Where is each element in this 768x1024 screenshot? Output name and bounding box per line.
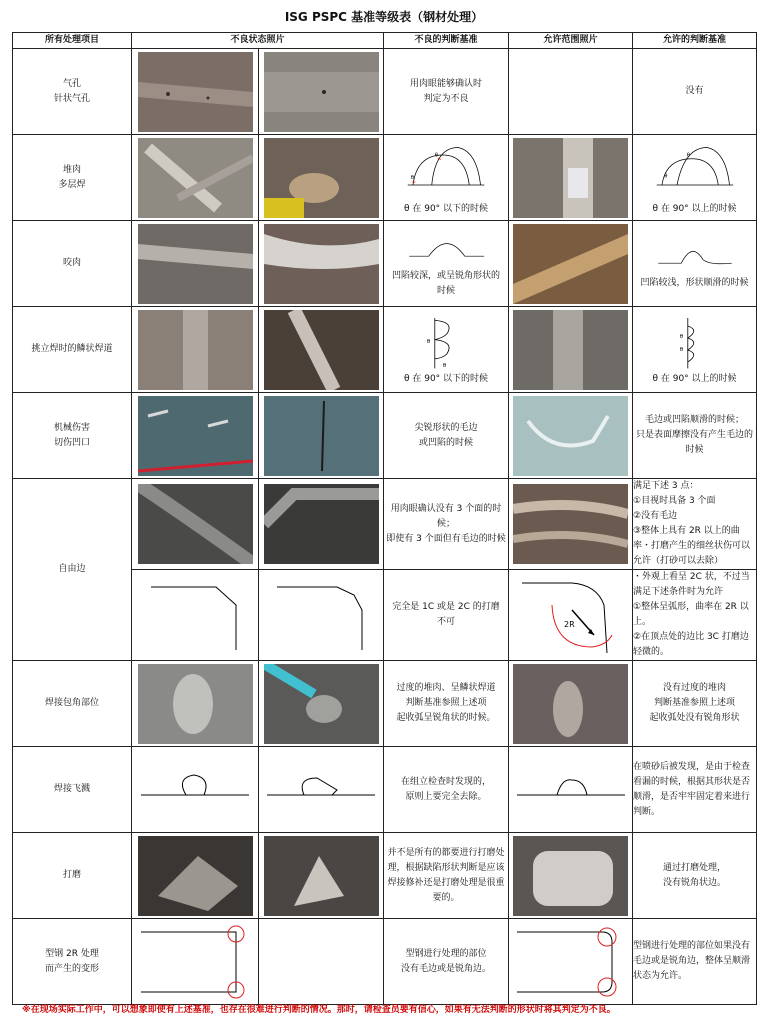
photo-undercut-2 (264, 224, 379, 304)
footer-note: ※在现场实际工作中，可以想象即使有上述基准，也存在很难进行判断的情况。那时，请检查员要有信心，如果有无法判断的形状时将其判定为不良。 (22, 1005, 616, 1015)
bad-photo (132, 393, 259, 479)
photo-damage-2 (264, 396, 379, 476)
table-row (13, 135, 757, 221)
item-cell: 打磨 (13, 833, 132, 919)
bad-criteria: 凹陷较深，或呈锐角形状的时候 (392, 270, 501, 296)
photo-buildup-1 (138, 138, 253, 218)
photo-damage-ok (513, 396, 628, 476)
ok-photo (509, 393, 633, 479)
photo-grind-1 (138, 836, 253, 916)
bad-photo (259, 307, 384, 393)
photo-pores-2 (264, 52, 379, 132)
ok-diagram (633, 221, 757, 307)
bad-criteria: 用肉眼确认没有 3 个面的时候； 即使有 3 个面但有毛边的时候 (384, 479, 509, 570)
ok-criteria: 通过打磨处理， 没有锐角状边。 (633, 833, 757, 919)
item-cell: 堆肉 多层焊 (13, 135, 132, 221)
bad-photo (132, 661, 259, 747)
theta-label: θ (679, 346, 683, 353)
item-cell: 自由边 (13, 479, 132, 661)
bad-criteria: 用肉眼能够确认时 判定为不良 (384, 49, 509, 135)
item-cell: 挑立焊时的鳞状焊道 (13, 307, 132, 393)
bad-criteria: 型钢进行处理的部位 没有毛边或是锐角边。 (384, 919, 509, 1005)
table-row (13, 661, 757, 747)
item-cell: 机械伤害 切伤凹口 (13, 393, 132, 479)
table-row (13, 919, 757, 1005)
bad-diagram (259, 570, 384, 661)
bad-photo (132, 833, 259, 919)
ok-criteria: θ 在 90° 以上的时候 (652, 374, 737, 384)
bad-criteria: θ 在 90° 以下的时候 (403, 204, 489, 214)
bad-diagram (384, 135, 509, 221)
bad-photo (259, 221, 384, 307)
criteria-table (12, 32, 757, 1005)
bad-photo (259, 479, 384, 570)
item-cell: 咬肉 (13, 221, 132, 307)
photo-scaly-2 (264, 310, 379, 390)
ok-photo (509, 221, 633, 307)
photo-damage-1 (138, 396, 253, 476)
bad-criteria: 并不是所有的都要进行打磨处理，根据缺陷形状判断是应该焊接修补还是打磨处理是很重要的。 (384, 833, 509, 919)
bad-photo (259, 833, 384, 919)
photo-buildup-2 (264, 138, 379, 218)
photo-pores-1 (138, 52, 253, 132)
diagram-freeedge-1c (136, 575, 254, 655)
theta-label: θ (426, 338, 431, 345)
bad-diagram (384, 221, 509, 307)
diagram-spatter-ok (512, 750, 630, 830)
ok-criteria: 型钢进行处理的部位如果没有毛边或是锐角边，整体呈顺滑状态为允许。 (633, 919, 757, 1005)
bad-criteria: θ 在 90° 以下的时候 (403, 374, 489, 384)
bad-diagram (132, 919, 259, 1005)
header-bad-criteria: 不良的判断基准 (384, 33, 509, 49)
item-cell: 焊接包角部位 (13, 661, 132, 747)
table-row (13, 221, 757, 307)
item-cell: 型钢 2R 处理 而产生的变形 (13, 919, 132, 1005)
table-row (13, 479, 757, 570)
ok-diagram (633, 307, 757, 393)
ok-photo (509, 135, 633, 221)
bad-photo (132, 135, 259, 221)
table-row (13, 307, 757, 393)
ok-photo (509, 479, 633, 570)
header-ok-criteria: 允许的判断基准 (633, 33, 757, 49)
photo-buildup-ok (513, 138, 628, 218)
ok-diagram (509, 570, 633, 661)
ok-criteria: 在喷砂后被发现，是由于检查看漏的时候，根据其形状是否顺滑，是否牢牢固定着来进行判断。 (633, 747, 757, 833)
bad-photo (132, 307, 259, 393)
header-ok-photo: 允许范围照片 (509, 33, 633, 49)
item-cell: 气孔 针状气孔 (13, 49, 132, 135)
ok-diagram (509, 919, 633, 1005)
ok-criteria: 没有过度的堆肉 判断基准参照上述项 起收弧处没有锐角形状 (633, 661, 757, 747)
photo-wrap-1 (138, 664, 253, 744)
bad-photo (259, 661, 384, 747)
photo-grind-ok (513, 836, 628, 916)
bad-criteria: 尖锐形状的毛边 或凹陷的时候 (384, 393, 509, 479)
ok-criteria: 凹陷较浅，形状顺滑的时候 (640, 278, 749, 288)
photo-undercut-1 (138, 224, 253, 304)
photo-wrap-ok (513, 664, 628, 744)
ok-photo (509, 833, 633, 919)
ok-criteria: 满足下述 3 点： ①目视时具备 3 个面 ②没有毛边 ③整体上具有 2R 以上的曲率・打磨产生的细丝状伤可以允许（打砂可以去除） (633, 479, 757, 570)
table-row (13, 833, 757, 919)
theta-label: θ (663, 173, 667, 180)
ok-photo (509, 307, 633, 393)
bad-photo (259, 393, 384, 479)
diagram-scaly-ok (636, 314, 754, 370)
diagram-steel-ok (512, 922, 630, 1002)
bad-photo (132, 221, 259, 307)
theta-label: θ (679, 334, 683, 340)
diagram-steel-bad (136, 922, 254, 1002)
photo-scaly-1 (138, 310, 253, 390)
radius-label: 2R (563, 620, 575, 629)
ok-criteria: θ 在 90° 以上的时候 (652, 204, 737, 214)
diagram-freeedge-2c (262, 575, 380, 655)
ok-photo (509, 661, 633, 747)
page-title: ISG PSPC 基准等级表（钢材处理） (284, 10, 484, 24)
bad-diagram (384, 307, 509, 393)
bad-criteria: 在组立检查时发现的， 原则上要完全去除。 (384, 747, 509, 833)
theta-label: θ (434, 152, 438, 159)
table-row (13, 393, 757, 479)
table-row (13, 747, 757, 833)
ok-diagram (509, 747, 633, 833)
bad-diagram (132, 570, 259, 661)
empty-cell (259, 919, 384, 1005)
bad-photo (259, 135, 384, 221)
table-row (13, 49, 757, 135)
diagram-spatter-1 (136, 750, 254, 830)
photo-undercut-ok (513, 224, 628, 304)
diagram-scaly-bad (387, 314, 505, 370)
theta-label: θ (686, 152, 690, 159)
photo-grind-2 (264, 836, 379, 916)
bad-photo (259, 49, 384, 135)
ok-photo-empty (509, 49, 633, 135)
diagram-buildup-bad (387, 140, 505, 200)
header-bad-photo: 不良状态照片 (132, 33, 384, 49)
photo-freeedge-2 (264, 484, 379, 564)
diagram-spatter-2 (262, 750, 380, 830)
header-row (13, 33, 757, 49)
header-item: 所有处理项目 (13, 33, 132, 49)
item-cell: 焊接飞溅 (13, 747, 132, 833)
photo-scaly-ok (513, 310, 628, 390)
photo-wrap-2 (264, 664, 379, 744)
ok-diagram (633, 135, 757, 221)
diagram-freeedge-2r (512, 575, 630, 655)
bad-photo (132, 49, 259, 135)
ok-criteria: 没有 (633, 49, 757, 135)
theta-label: θ (410, 175, 414, 181)
photo-freeedge-1 (138, 484, 253, 564)
diagram-undercut-bad (387, 231, 505, 267)
photo-freeedge-ok (513, 484, 628, 564)
bad-criteria: 完全是 1C 或是 2C 的打磨 不可 (384, 570, 509, 661)
bad-diagram (259, 747, 384, 833)
bad-photo (132, 479, 259, 570)
diagram-buildup-ok (636, 140, 754, 200)
diagram-undercut-ok (636, 238, 754, 274)
theta-label: θ (442, 362, 447, 369)
ok-criteria: 毛边或凹陷顺滑的时候； 只是表面摩擦没有产生毛边的时候 (633, 393, 757, 479)
bad-diagram (132, 747, 259, 833)
ok-criteria: ・外观上看呈 2C 状，不过当满足下述条件时为允许 ①整体呈弧形，曲率在 2R 以上。 ②在顶点处的边比 3C 打磨边轻微的。 (633, 570, 757, 661)
bad-criteria: 过度的堆肉、呈鳞状焊道 判断基准参照上述项 起收弧呈锐角状的时候。 (384, 661, 509, 747)
